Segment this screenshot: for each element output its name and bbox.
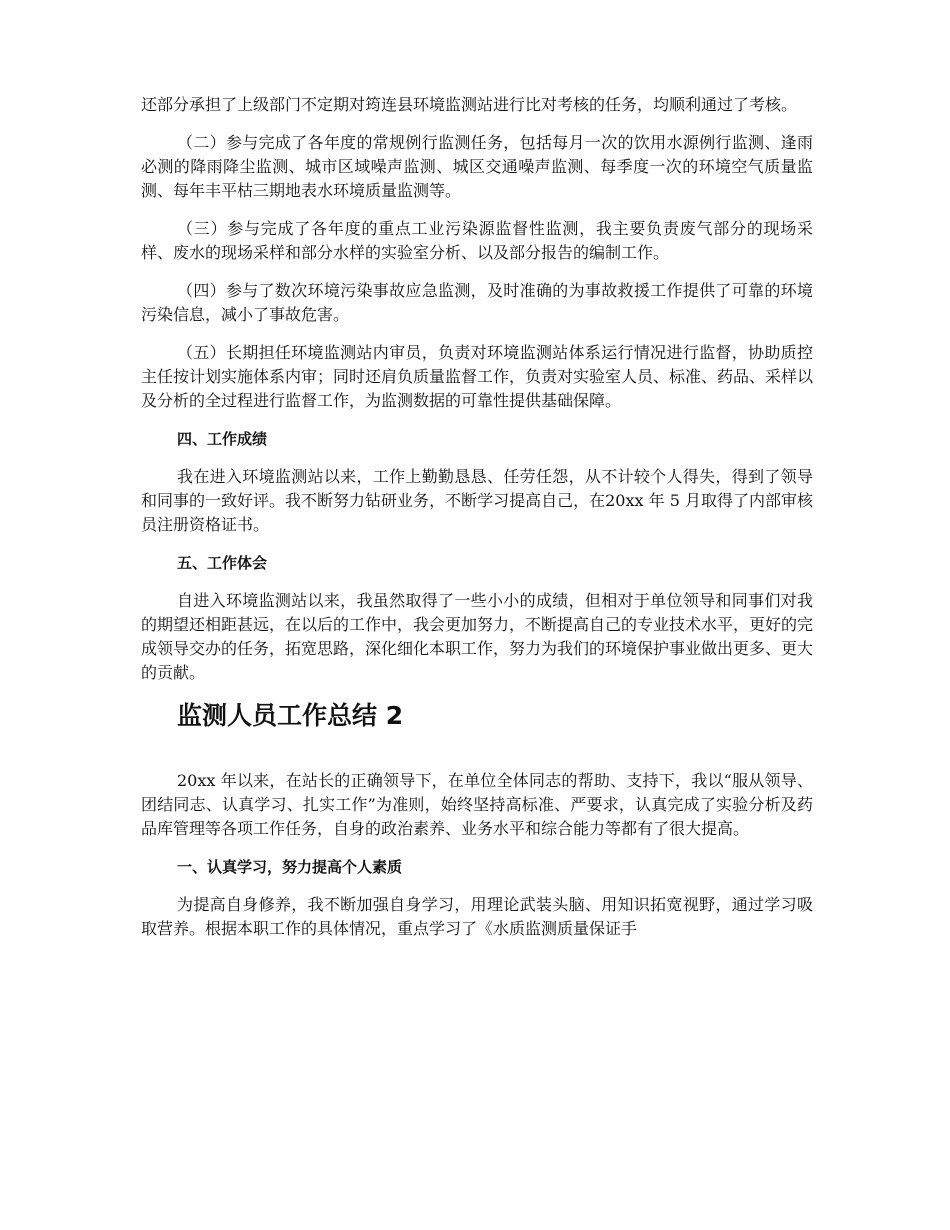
section-heading-reflections: 五、工作体会 [177,554,268,572]
document-page [141,93,813,955]
paragraph-item-4: （四）参与了数次环境污染事故应急监测，及时准确的为事故救援工作提供了可靠的环境污染信息，减小了事故危害。 [141,281,813,324]
paragraph-item-3: （三）参与完成了各年度的重点工业污染源监督性监测，我主要负责废气部分的现场采样、废水的现场采样和部分水样的实验室分析、以及部分报告的编制工作。 [141,219,813,262]
paragraph-item-5: （五）长期担任环境监测站内审员，负责对环境监测站体系运行情况进行监督，协助质控主任按计划实施体系内审；同时还肩负质量监督工作，负责对实验室人员、标准、药品、采样以及分析的全过程进行监督工作，为监测数据的可靠性提供基础保障。 [141,343,814,410]
paragraph-item-2: （二）参与完成了各年度的常规例行监测任务，包括每月一次的饮用水源例行监测、逢雨必测的降雨降尘监测、城市区域噪声监测、城区交通噪声监测、每季度一次的环境空气质量监测、每年丰平枯三期地表水环境质量监测等。 [141,133,813,200]
section-heading-achievements: 四、工作成绩 [177,430,268,448]
paragraph-reflections: 自进入环境监测站以来，我虽然取得了一些小小的成绩，但相对于单位领导和同事们对我的期望还相距甚远，在以后的工作中，我会更加努力，不断提高自己的专业技术水平，更好的完成领导交办的任务，拓宽思路，深化细化本职工作，努力为我们的环境保护事业做出更多、更大的贡献。 [141,591,814,682]
document-title: 监测人员工作总结 2 [177,701,404,730]
section-heading-study: 一、认真学习，努力提高个人素质 [177,858,403,876]
paragraph-achievements: 我在进入环境监测站以来，工作上勤勤恳恳、任劳任怨，从不计较个人得失，得到了领导和同事的一致好评。我不断努力钻研业务，不断学习提高自己，在20xx 年 5 月取得了内部审核员注册资格证书。 [141,467,813,534]
paragraph-intro: 20xx 年以来，在站长的正确领导下，在单位全体同志的帮助、支持下，我以“服从领导、团结同志、认真学习、扎实工作”为准则，始终坚持高标准、严要求，认真完成了实验分析及药品库管理等各项工作任务，自身的政治素养、业务水平和综合能力等都有了很大提高。 [141,771,813,838]
paragraph-study: 为提高自身修养，我不断加强自身学习，用理论武装头脑、用知识拓宽视野，通过学习吸取营养。根据本职工作的具体情况，重点学习了《水质监测质量保证手 [141,895,813,938]
paragraph-continuation: 还部分承担了上级部门不定期对筠连县环境监测站进行比对考核的任务，均顺利通过了考核。 [141,95,798,114]
